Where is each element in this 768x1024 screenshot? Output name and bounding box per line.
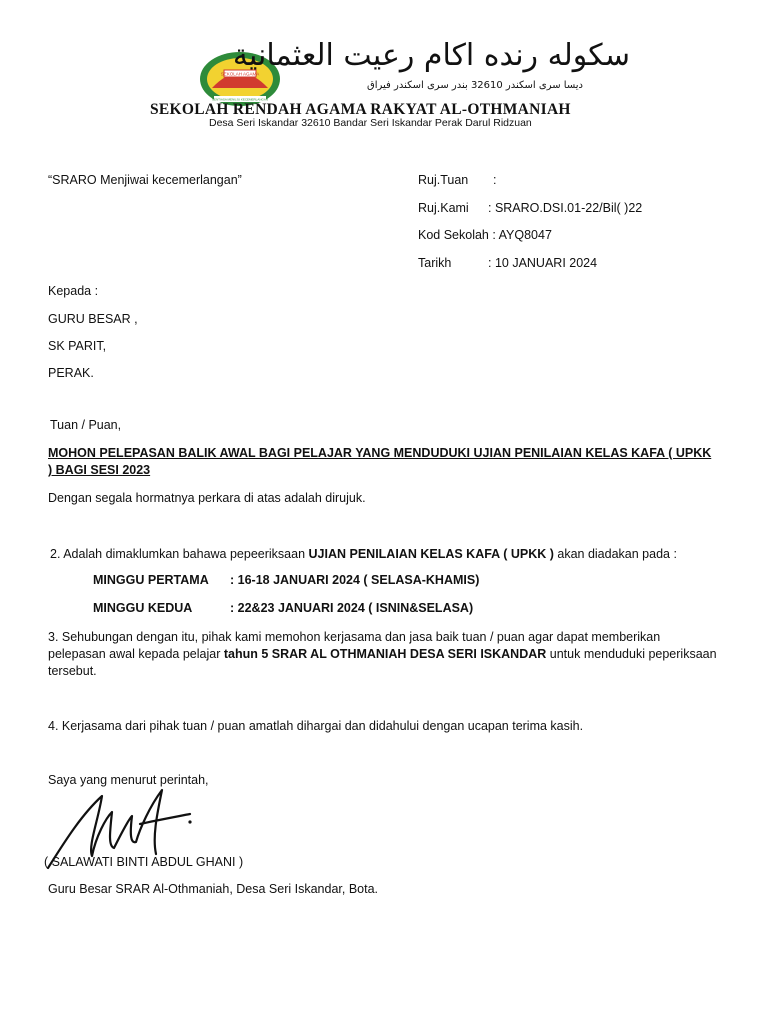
paragraph-3-suffix: untuk menduduki peperiksaan tersebut. <box>48 647 717 678</box>
intro-paragraph: Dengan segala hormatnya perkara di atas adalah dirujuk. <box>48 491 366 505</box>
ruj-kami-label: Ruj.Kami <box>418 201 469 215</box>
letter-subject: MOHON PELEPASAN BALIK AWAL BAGI PELAJAR YANG MENDUDUKI UJIAN PENILAIAN KELAS KAFA ( UPKK ) BAGI SESI 2023 <box>48 446 712 477</box>
school-address: Desa Seri Iskandar 32610 Bandar Seri Iskandar Perak Darul Ridzuan <box>209 117 532 129</box>
ruj-kami-value: : SRARO.DSI.01-22/Bil( )22 <box>488 201 643 215</box>
logo-text: SEKOLAH AGAMA <box>220 71 260 77</box>
paragraph-3-bold: tahun 5 SRAR AL OTHMANIAH DESA SERI ISKANDAR <box>223 647 547 661</box>
exam-week-2-date: : 22&23 JANUARI 2024 ( ISNIN&SELASA) <box>230 601 474 615</box>
arabic-school-address: دیسا سری اسکندر 32610 بندر سری اسکندر فيراق <box>366 80 583 91</box>
exam-week-1-date: : 16-18 JANUARI 2024 ( SELASA-KHAMIS) <box>230 573 480 587</box>
ruj-tuan-value: : <box>493 173 497 187</box>
recipient-line-2: SK PARIT, <box>48 339 107 353</box>
tarikh-value: : 10 JANUARI 2024 <box>488 256 598 270</box>
paragraph-3 <box>48 629 718 680</box>
closing-line: Saya yang menurut perintah, <box>48 773 209 787</box>
kod-sekolah: Kod Sekolah : AYQ8047 <box>418 228 552 242</box>
signatory-title: Guru Besar SRAR Al-Othmaniah, Desa Seri Iskandar, Bota. <box>48 882 379 896</box>
paragraph-2-suffix: akan diadakan pada : <box>553 547 677 561</box>
arabic-school-title: سکوله رنده اکام رعيت العثمانية <box>232 38 630 73</box>
exam-week-2-label: MINGGU KEDUA <box>93 601 193 615</box>
paragraph-3-prefix: 3. Sehubungan dengan itu, pihak kami memohon kerjasama dan jasa baik tuan / puan agar dapat memberikan pelepasan awal kepada pelajar <box>48 630 661 661</box>
signatory-name: ( SALAWATI BINTI ABDUL GHANI ) <box>44 855 244 869</box>
school-name: SEKOLAH RENDAH AGAMA RAKYAT AL-OTHMANIAH <box>150 101 571 118</box>
school-motto: “SRARO Menjiwai kecemerlangan” <box>48 173 242 187</box>
kepada-label: Kepada : <box>48 284 99 298</box>
paragraph-2-bold: UJIAN PENILAIAN KELAS KAFA ( UPKK ) <box>308 547 554 561</box>
salutation: Tuan / Puan, <box>50 418 122 432</box>
ruj-tuan-label: Ruj.Tuan <box>418 173 469 187</box>
recipient-line-1: GURU BESAR , <box>48 312 138 326</box>
exam-week-1-label: MINGGU PERTAMA <box>93 573 209 587</box>
paragraph-2 <box>50 546 720 563</box>
recipient-line-3: PERAK. <box>48 366 94 380</box>
logo-caption: SENTIASA MENUJU KECEMERLANGAN <box>211 97 269 102</box>
tarikh-label: Tarikh <box>418 256 452 270</box>
paragraph-2-prefix: 2. Adalah dimaklumkan bahawa pepeeriksaan <box>50 547 309 561</box>
paragraph-4: 4. Kerjasama dari pihak tuan / puan amatlah dihargai dan didahului dengan ucapan terima kasih. <box>48 719 584 733</box>
